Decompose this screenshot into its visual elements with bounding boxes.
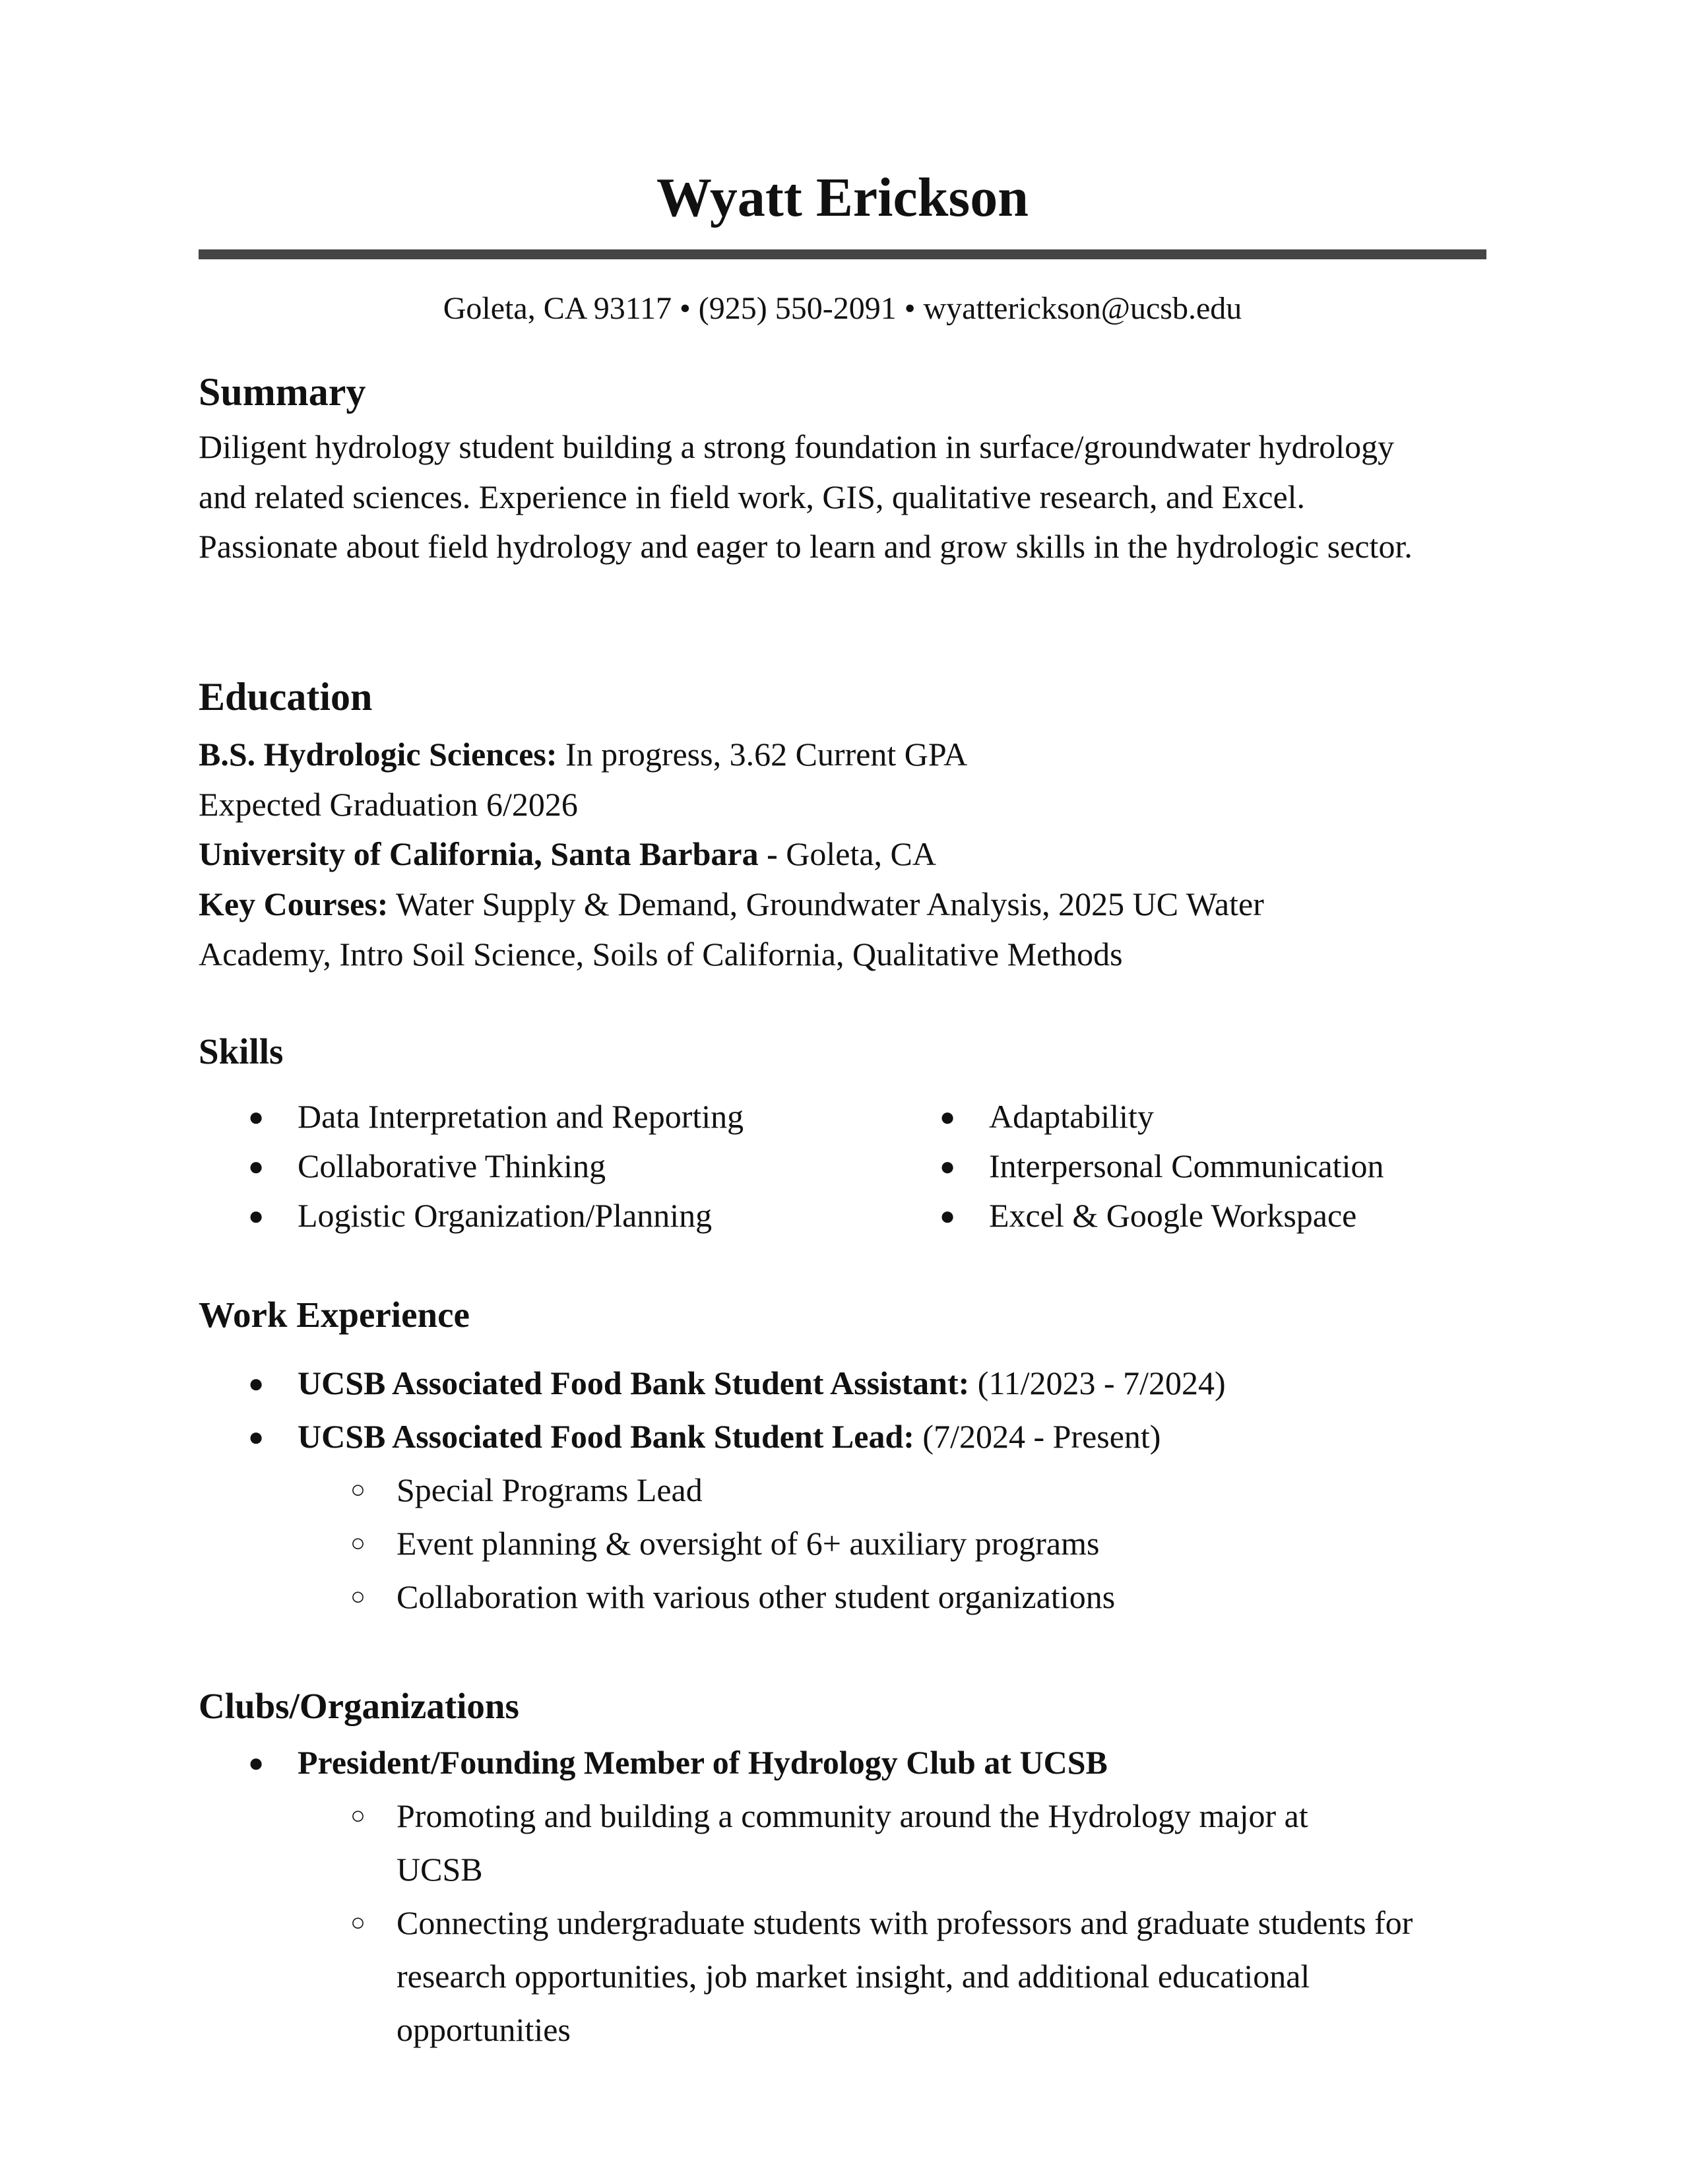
courses-label: Key Courses: [199,885,389,922]
skill-item: ● Logistic Organization/Planning [298,1191,744,1240]
club-detail-item: ○ Connecting undergraduate students with professors and graduate students for research opportunities, job market insight, and additional educational opportunities [397,1896,1478,2057]
work-heading: Work Experience [199,1295,470,1335]
bullet-icon: ● [939,1151,956,1181]
degree-line [199,730,967,779]
job-role: UCSB Associated Food Bank Student Lead: [298,1418,914,1455]
job-detail-item: ○ Event planning & oversight of 6+ auxiliary programs [397,1517,1226,1570]
circle-bullet-icon: ○ [350,1476,366,1504]
school-line [199,829,936,879]
skill-item: ● Excel & Google Workspace [989,1191,1383,1240]
skills-heading: Skills [199,1031,284,1072]
job-detail-item: ○ Special Programs Lead [397,1463,1226,1517]
skill-item: ● Interpersonal Communication [989,1141,1383,1191]
degree-label: B.S. Hydrologic Sciences: [199,736,557,773]
skills-list-right [939,1092,1384,1240]
skill-item: ● Collaborative Thinking [298,1141,744,1191]
circle-bullet-icon: ○ [350,1802,366,1830]
bullet-icon: ● [939,1102,956,1132]
circle-bullet-icon: ○ [350,1529,366,1557]
bullet-icon: ● [939,1201,956,1231]
summary-text: Diligent hydrology student building a strong foundation in surface/groundwater hydrology and related sciences. Experience in field work, GIS, qualitative research, and Excel. Passionate about field hydrology and eager to learn and grow skills in the hydrologic sector. [199,428,1413,565]
club-details [298,1789,1478,2057]
job-dates: (7/2024 - Present) [914,1418,1161,1455]
bullet-icon: ● [248,1151,265,1181]
courses-value: Water Supply & Demand, Groundwater Analysis, 2025 UC Water Academy, Intro Soil Science, Soils of California, Qualitative Methods [199,885,1264,973]
club-role: President/Founding Member of Hydrology Club at UCSB [298,1744,1108,1781]
skill-item: ● Adaptability [989,1092,1383,1141]
job-item [248,1357,1226,1410]
job-details [298,1463,1226,1624]
graduation-line: Expected Graduation 6/2026 [199,786,578,823]
summary-heading: Summary [199,370,366,414]
education-heading: Education [199,675,373,719]
skills-list-left [248,1092,744,1240]
courses-line [199,880,1386,979]
school-label: University of California, Santa Barbara - [199,835,778,872]
degree-value: In progress, 3.62 Current GPA [557,736,968,773]
school-value: Goleta, CA [777,835,936,872]
bullet-icon: ● [248,1368,265,1398]
bullet-icon: ● [248,1748,265,1778]
circle-bullet-icon: ○ [350,1909,366,1937]
job-dates: (11/2023 - 7/2024) [969,1365,1226,1401]
header-divider [199,249,1486,259]
candidate-name: Wyatt Erickson [656,167,1029,228]
skill-item: ● Data Interpretation and Reporting [298,1092,744,1141]
clubs-heading: Clubs/Organizations [199,1686,519,1726]
work-list [248,1357,1226,1624]
bullet-icon: ● [248,1201,265,1231]
bullet-icon: ● [248,1422,265,1452]
job-role: UCSB Associated Food Bank Student Assistant: [298,1365,970,1401]
club-item [248,1736,1478,2057]
clubs-list [248,1736,1478,2057]
circle-bullet-icon: ○ [350,1583,366,1611]
contact-line: Goleta, CA 93117 • (925) 550-2091 • wyatterickson@ucsb.edu [443,291,1242,326]
job-item [248,1410,1226,1624]
bullet-icon: ● [248,1102,265,1132]
club-detail-item: ○ Promoting and building a community around the Hydrology major at UCSB [397,1789,1386,1896]
job-detail-item: ○ Collaboration with various other student organizations [397,1570,1226,1624]
